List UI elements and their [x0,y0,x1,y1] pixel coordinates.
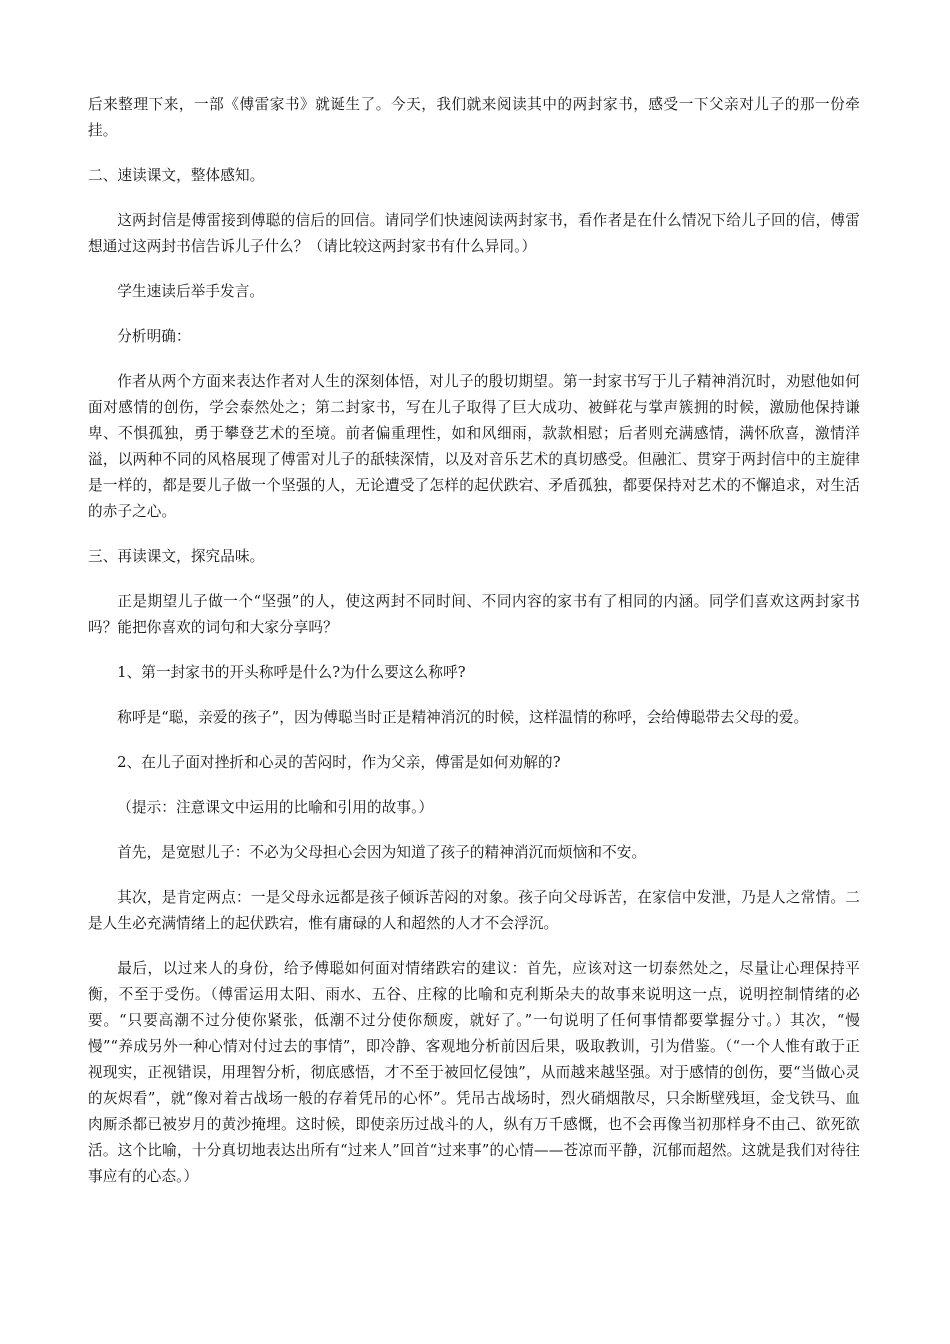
paragraph: 正是期望儿子做一个“坚强”的人，使这两封不同时间、不同内容的家书有了相同的内涵。同学们喜欢这两封家书吗？能把你喜欢的词句和大家分享吗？ [88,593,860,636]
section-heading-2: 二、速读课文，整体感知。 [88,167,265,184]
question-2: 2、在儿子面对挫折和心灵的苦闷时，作为父亲，傅雷是如何劝解的? [117,754,561,771]
paragraph: 作者从两个方面来表达作者对人生的深刻体悟，对儿子的殷切期望。第一封家书写于儿子精神消沉时，劝慰他如何面对感情的创伤，学会泰然处之；第二封家书，写在儿子取得了巨大成功、被鲜花与掌声簇拥的时候，激励他保持谦卑、不惧孤独，勇于攀登艺术的至境。前者偏重理性，如和风细雨，款款相慰；后者则充满感情，满怀欣喜，激情洋溢，以两种不同的风格展现了傅雷对儿子的舐犊深情，以及对音乐艺术的真切感受。但融汇、贯穿于两封信中的主旋律是一样的，都是要儿子做一个坚强的人，无论遭受了怎样的起伏跌宕、矛盾孤独，都要保持对艺术的不懈追求，对生活的赤子之心。 [88,373,860,520]
paragraph: 这两封信是傅雷接到傅聪的信后的回信。请同学们快速阅读两封家书，看作者是在什么情况下给儿子回的信，傅雷想通过这两封书信告诉儿子什么？（请比较这两封家书有什么异同。） [88,212,860,255]
intro-paragraph: 后来整理下来，一部《傅雷家书》就诞生了。今天，我们就来阅读其中的两封家书，感受一下父亲对儿子的那一份牵挂。 [88,96,860,139]
paragraph: 首先，是宽慰儿子：不必为父母担心会因为知道了孩子的精神消沉而烦恼和不安。 [117,844,647,861]
paragraph: 最后，以过来人的身份，给予傅聪如何面对情绪跌宕的建议：首先，应该对这一切泰然处之，尽量让心理保持平衡，不至于受伤。（傅雷运用太阳、雨水、五谷、庄稼的比喻和克利斯朵夫的故事来说明这一点，说明控制情绪的必要。“只要高潮不过分使你紧张，低潮不过分使你颓废，就好了。”一句说明了任何事情都要掌握分寸。）其次，“慢慢”“养成另外一种心情对付过去的事情”，即冷静、客观地分析前因后果，吸取教训，引为借鉴。（“一个人惟有敢于正视现实，正视错误，用理智分析，彻底感悟，才不至于被回忆侵蚀”，从而越来越坚强。对于感情的创伤，要“当做心灵的灰烬看”，就“像对着古战场一般的存着凭吊的心怀”。凭吊古战场时，烈火硝烟散尽，只余断壁残垣，金戈铁马、血肉厮杀都已被岁月的黄沙掩埋。这时候，即使亲历过战斗的人，纵有万千感慨，也不会再像当初那样身不由己、欲死欲活。这个比喻，十分真切地表达出所有“过来人”回首“过来事”的心情——苍凉而平静，沉郁而超然。这就是我们对待往事应有的心态。） [88,960,860,1185]
paragraph: 分析明确： [117,328,191,345]
hint: （提示：注意课文中运用的比喻和引用的故事。） [117,799,434,816]
answer-1: 称呼是“聪，亲爱的孩子”，因为傅聪当时正是精神消沉的时候，这样温情的称呼，会给傅聪带去父母的爱。 [117,709,809,726]
document-body [88,92,860,1209]
question-1: 1、第一封家书的开头称呼是什么?为什么要这么称呼? [117,664,466,681]
section-heading-3: 三、再读课文，探究品味。 [88,548,265,565]
paragraph: 学生速读后举手发言。 [117,283,265,300]
paragraph: 其次，是肯定两点：一是父母永远都是孩子倾诉苦闷的对象。孩子向父母诉苦，在家信中发泄，乃是人之常情。二是人生必充满情绪上的起伏跌宕，惟有庸碌的人和超然的人才不会浮沉。 [88,889,860,932]
